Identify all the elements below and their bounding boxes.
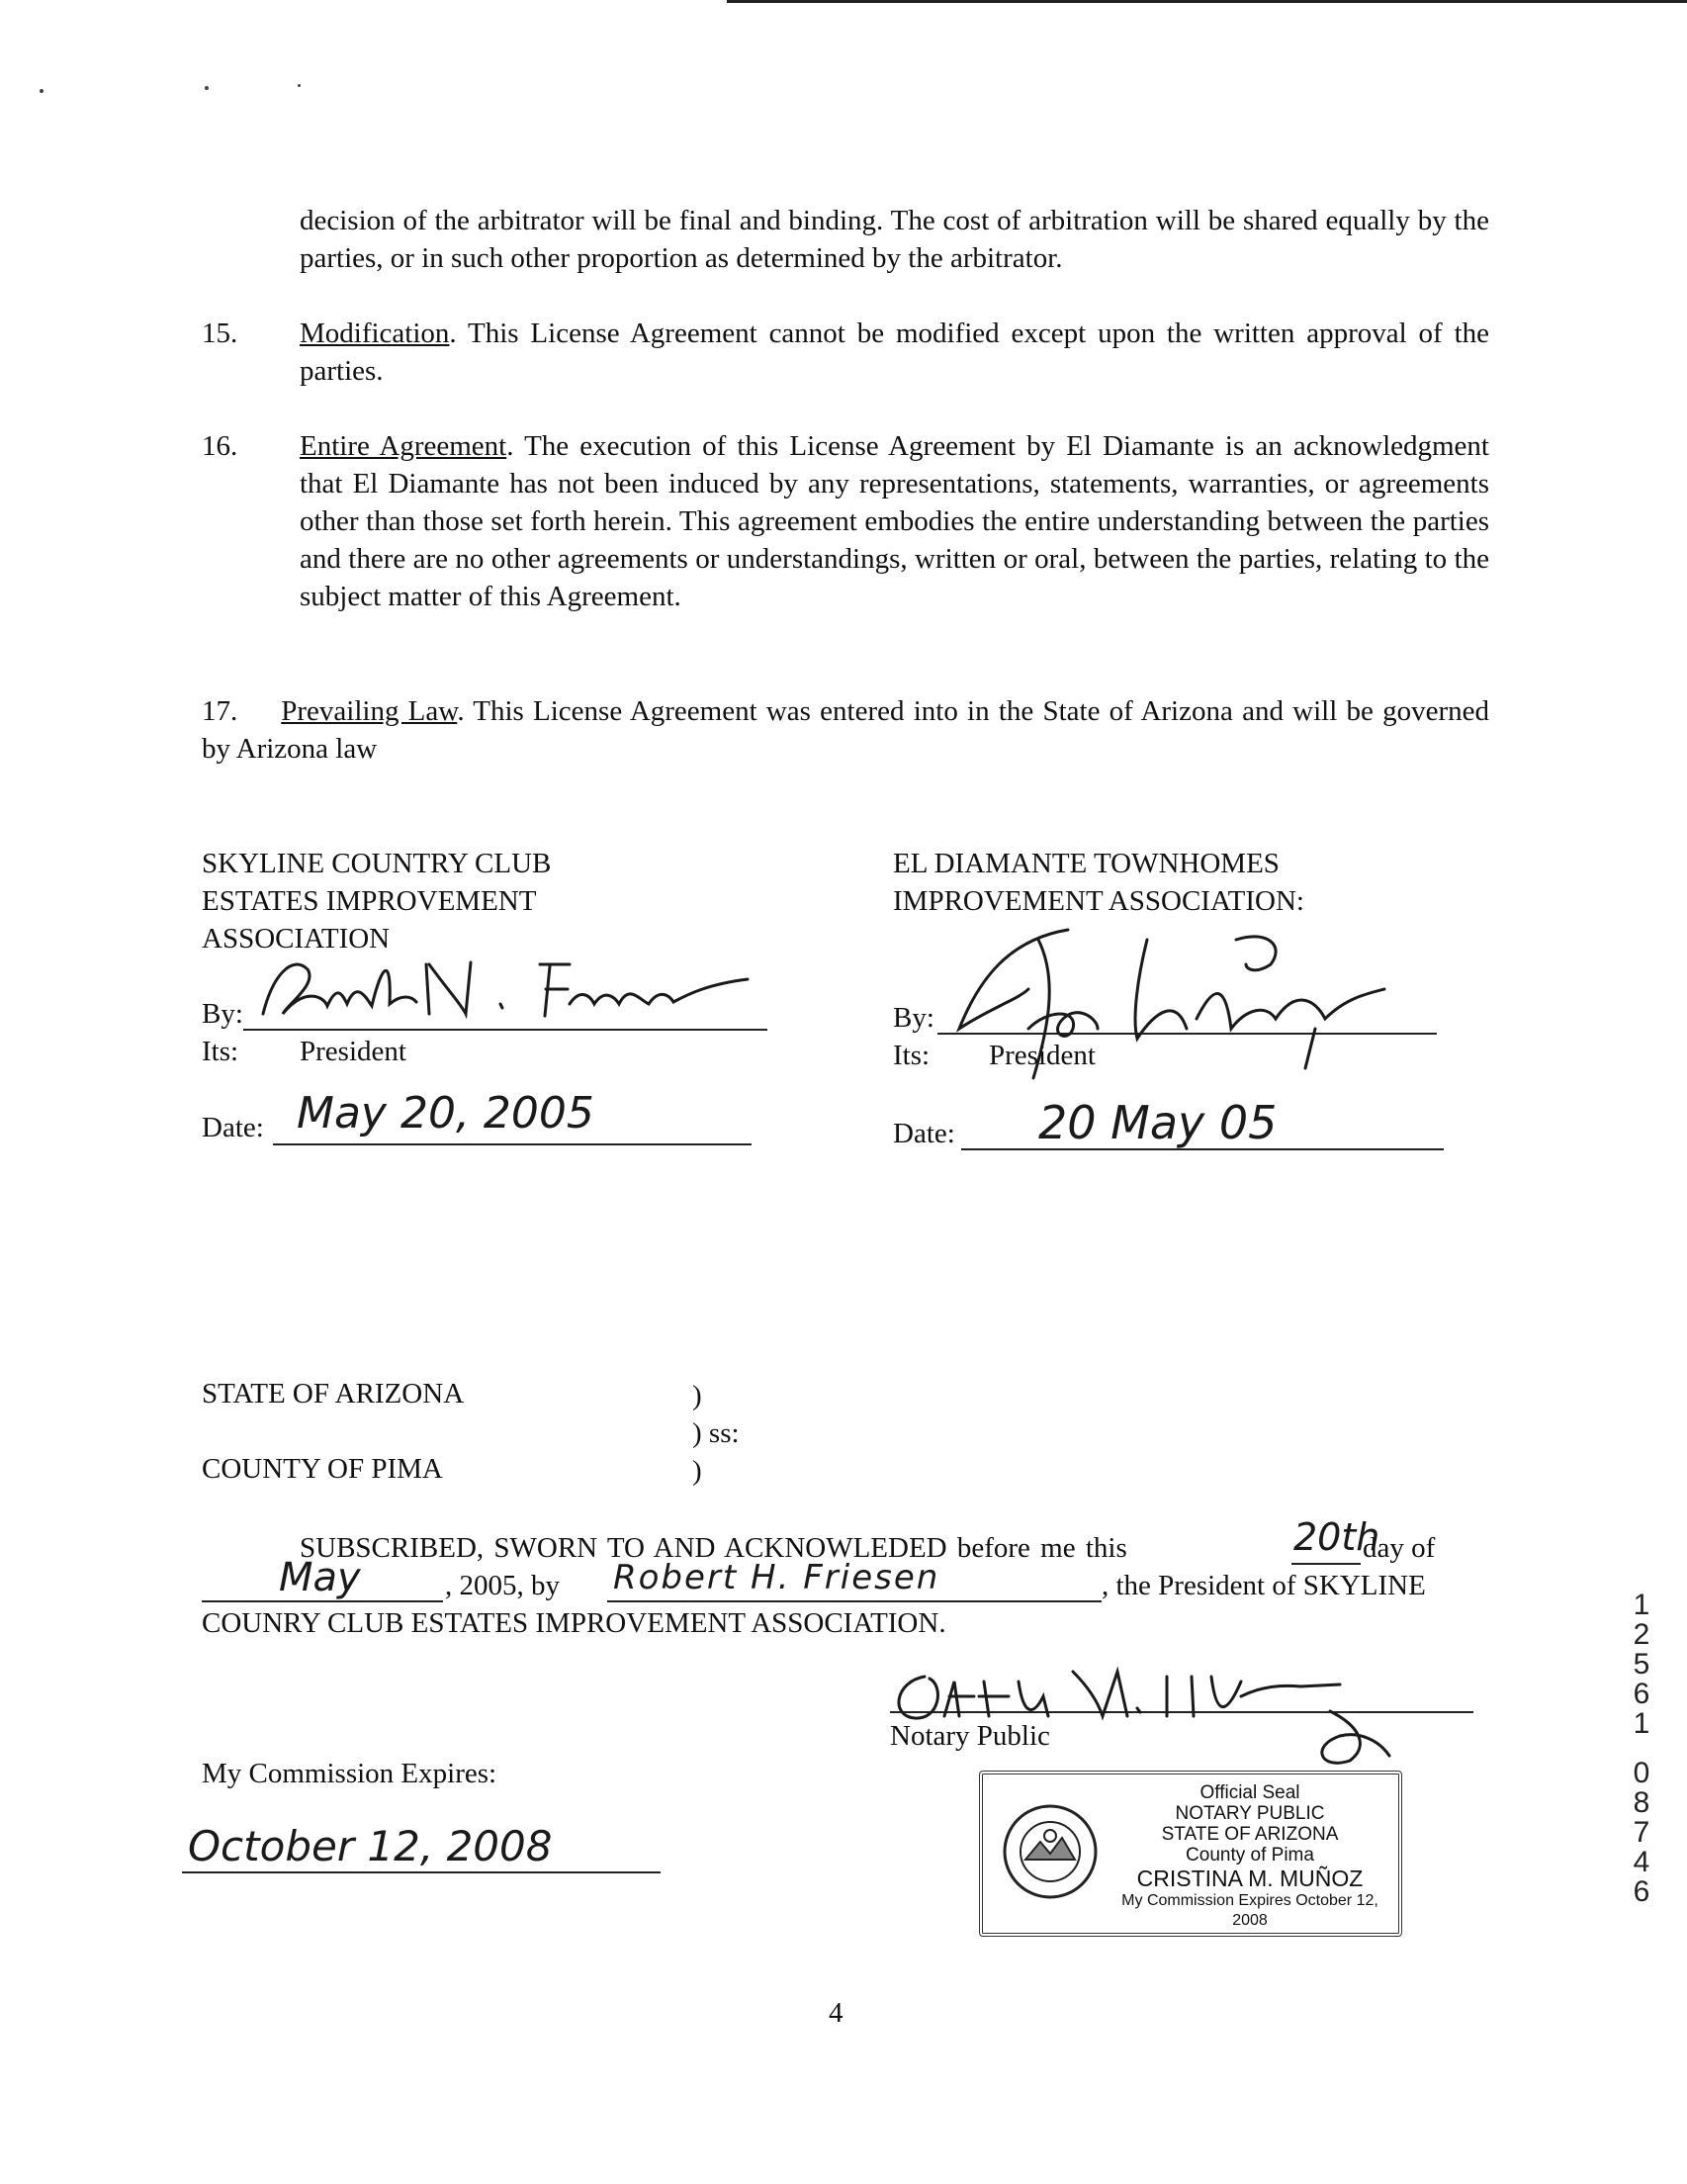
seal-line-official: Official Seal	[1199, 1782, 1300, 1803]
side-digit: 1	[1633, 1589, 1650, 1621]
acknowledgment-day-of: day of	[1363, 1532, 1436, 1564]
section-number-17: 17.	[202, 695, 238, 727]
side-digit: 1	[1633, 1707, 1650, 1740]
section-number-16: 16.	[202, 430, 238, 462]
section-17-prevailing-law	[202, 692, 1489, 768]
left-date-line	[273, 1143, 752, 1145]
left-by-label: By:	[202, 998, 243, 1030]
side-digit: 4	[1633, 1846, 1650, 1878]
seal-line-expires: My Commission Expires October 12, 2008	[1121, 1892, 1378, 1929]
left-date-label: Date:	[202, 1112, 264, 1143]
right-by-label: By:	[893, 1002, 934, 1034]
seal-line-county: County of Pima	[1186, 1845, 1314, 1866]
notary-public-label: Notary Public	[890, 1720, 1050, 1752]
section-15-text: . This License Agreement cannot be modified except upon the written approval of the parties.	[300, 318, 1489, 387]
day-line	[1291, 1563, 1361, 1565]
seal-text-block	[1107, 1782, 1393, 1931]
section-16-entire-agreement	[300, 427, 1489, 615]
month-handwritten: May	[279, 1555, 361, 1600]
side-digit: 6	[1633, 1875, 1650, 1908]
seal-line-name: CRISTINA M. MUÑOZ	[1136, 1866, 1364, 1891]
page-number: 4	[829, 1997, 844, 2029]
section-17-title: Prevailing Law	[281, 695, 458, 727]
left-org-line-1: SKYLINE COUNTRY CLUB	[202, 848, 552, 879]
seal-line-notary-public: NOTARY PUBLIC	[1175, 1803, 1325, 1824]
paragraph-continuation: decision of the arbitrator will be final and binding. The cost of arbitration will be shared equally by the parties, or in such other proportion as determined by the arbitrator.	[300, 205, 1489, 274]
acknowledgment-president-of: , the President of SKYLINE	[1102, 1570, 1426, 1601]
commission-handwritten: October 12, 2008	[188, 1822, 553, 1870]
scan-mark	[40, 89, 44, 93]
scan-mark	[298, 84, 301, 87]
left-org-line-3: ASSOCIATION	[202, 923, 391, 955]
side-digit: 5	[1633, 1648, 1650, 1681]
notary-state: STATE OF ARIZONA	[202, 1378, 465, 1410]
name-line	[607, 1600, 1102, 1602]
left-its-label: Its:	[202, 1036, 239, 1067]
scan-top-line	[727, 0, 1687, 3]
right-org-line-1: EL DIAMANTE TOWNHOMES	[893, 848, 1280, 879]
left-org-line-2: ESTATES IMPROVEMENT	[202, 885, 537, 917]
acknowledgment-year: , 2005, by	[445, 1570, 560, 1601]
section-15-modification	[300, 315, 1489, 390]
right-date-label: Date:	[893, 1118, 955, 1149]
acknowledgment-line-3: COUNRY CLUB ESTATES IMPROVEMENT ASSOCIATION.	[202, 1607, 946, 1639]
side-digit: 8	[1633, 1786, 1650, 1819]
side-digit: 6	[1633, 1678, 1650, 1710]
side-digit: 7	[1633, 1816, 1650, 1849]
right-its-value: President	[989, 1040, 1096, 1071]
name-handwritten: Robert H. Friesen	[613, 1558, 940, 1597]
side-recording-number	[1627, 1591, 1656, 1907]
section-15-title: Modification	[300, 318, 450, 349]
month-line	[202, 1600, 443, 1602]
left-signature	[253, 945, 767, 1034]
arizona-seal-emblem-icon	[1001, 1802, 1100, 1901]
commission-label: My Commission Expires:	[202, 1758, 497, 1789]
venue-paren-3: )	[692, 1455, 702, 1487]
section-16-title: Entire Agreement	[300, 430, 507, 462]
acknowledgment-line-1: SUBSCRIBED, SWORN TO AND ACKNOWLEDED before me this	[300, 1532, 1127, 1564]
section-number-15: 15.	[202, 318, 238, 349]
side-digit: 0	[1633, 1757, 1650, 1789]
right-date-handwritten: 20 May 05	[1038, 1096, 1278, 1149]
notary-seal	[979, 1771, 1402, 1937]
seal-line-state: STATE OF ARIZONA	[1161, 1824, 1339, 1845]
section-17-text: . This License Agreement was entered into in the State of Arizona and will be governed by Arizona law	[202, 695, 1489, 765]
left-its-value: President	[300, 1036, 406, 1067]
scan-mark	[205, 86, 209, 90]
right-its-label: Its:	[893, 1040, 931, 1071]
day-handwritten: 20th	[1293, 1515, 1380, 1559]
section-16-text: . The execution of this License Agreement by El Diamante is an acknowledgment that El Diamante has not been induced by any representations, statements, warranties, or agreements other than those set forth herein. This agreement embodies the entire understanding between the parties and there are no other agreements or understandings, written or oral, between the parties, relating to the subject matter of this Agreement.	[300, 430, 1489, 612]
side-digit: 2	[1633, 1618, 1650, 1651]
commission-line	[182, 1871, 661, 1873]
venue-paren-1: )	[692, 1380, 702, 1411]
right-org-line-2: IMPROVEMENT ASSOCIATION:	[893, 885, 1304, 917]
venue-paren-ss: ) ss:	[692, 1417, 740, 1449]
notary-county: COUNTY OF PIMA	[202, 1453, 443, 1485]
left-date-handwritten: May 20, 2005	[297, 1088, 594, 1138]
